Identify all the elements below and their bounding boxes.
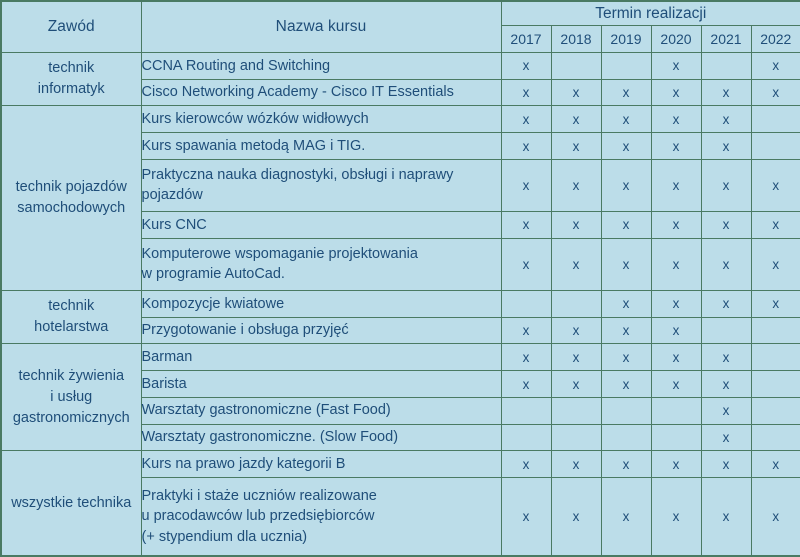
mark-cell-empty [501,424,551,451]
header-year-2020: 2020 [651,26,701,53]
mark-cell-checked: x [701,159,751,211]
mark-cell-empty [651,397,701,424]
course-name-cell: Komputerowe wspomaganie projektowania w programie AutoCad. [141,238,501,290]
header-row-top [1,1,800,26]
mark-cell-checked: x [651,344,701,371]
mark-cell-checked: x [701,238,751,290]
mark-cell-checked: x [601,106,651,133]
mark-cell-empty [751,344,800,371]
header-course-name: Nazwa kursu [141,1,501,53]
mark-cell-checked: x [551,317,601,344]
mark-cell-checked: x [501,106,551,133]
mark-cell-empty [751,133,800,160]
course-name-cell: Kurs na prawo jazdy kategorii B [141,451,501,478]
course-name-cell: Warsztaty gastronomiczne. (Slow Food) [141,424,501,451]
mark-cell-checked: x [701,291,751,318]
mark-cell-checked: x [651,317,701,344]
mark-cell-checked: x [751,238,800,290]
mark-cell-checked: x [551,106,601,133]
header-year-2017: 2017 [501,26,551,53]
mark-cell-checked: x [501,79,551,106]
mark-cell-checked: x [601,344,651,371]
mark-cell-empty [551,291,601,318]
table-row [1,451,800,478]
profession-cell: technik hotelarstwa [1,291,141,344]
mark-cell-checked: x [751,212,800,239]
mark-cell-checked: x [601,317,651,344]
mark-cell-checked: x [601,212,651,239]
mark-cell-checked: x [501,212,551,239]
mark-cell-checked: x [501,53,551,80]
mark-cell-checked: x [651,371,701,398]
header-year-2021: 2021 [701,26,751,53]
profession-cell: technik pojazdów samochodowych [1,106,141,291]
mark-cell-checked: x [551,344,601,371]
mark-cell-checked: x [601,371,651,398]
mark-cell-checked: x [601,238,651,290]
course-name-cell: Kurs CNC [141,212,501,239]
mark-cell-checked: x [501,344,551,371]
mark-cell-checked: x [551,133,601,160]
header-profession: Zawód [1,1,141,53]
profession-cell: technik żywienia i usług gastronomicznych [1,344,141,451]
mark-cell-checked: x [651,53,701,80]
course-name-cell: Praktyczna nauka diagnostyki, obsługi i naprawy pojazdów [141,159,501,211]
mark-cell-checked: x [701,424,751,451]
mark-cell-empty [551,53,601,80]
mark-cell-checked: x [501,159,551,211]
mark-cell-empty [751,424,800,451]
header-year-2019: 2019 [601,26,651,53]
mark-cell-checked: x [551,159,601,211]
mark-cell-checked: x [551,79,601,106]
course-name-cell: Warsztaty gastronomiczne (Fast Food) [141,397,501,424]
profession-cell: wszystkie technika [1,451,141,556]
mark-cell-empty [501,291,551,318]
mark-cell-checked: x [701,344,751,371]
mark-cell-checked: x [651,106,701,133]
mark-cell-checked: x [601,79,651,106]
table-row [1,106,800,133]
course-name-cell: CCNA Routing and Switching [141,53,501,80]
mark-cell-checked: x [751,79,800,106]
course-name-cell: Barista [141,371,501,398]
mark-cell-checked: x [651,238,701,290]
mark-cell-checked: x [551,371,601,398]
mark-cell-empty [751,317,800,344]
course-name-cell: Kurs kierowców wózków widłowych [141,106,501,133]
mark-cell-checked: x [501,317,551,344]
table-row [1,291,800,318]
mark-cell-checked: x [701,397,751,424]
course-name-cell: Praktyki i staże uczniów realizowane u pracodawców lub przedsiębiorców (+ stypendium dla ucznia) [141,478,501,556]
mark-cell-checked: x [651,133,701,160]
course-name-cell: Kompozycje kwiatowe [141,291,501,318]
mark-cell-checked: x [601,133,651,160]
mark-cell-empty [501,397,551,424]
course-name-cell: Kurs spawania metodą MAG i TIG. [141,133,501,160]
mark-cell-checked: x [601,291,651,318]
course-name-cell: Barman [141,344,501,371]
mark-cell-checked: x [701,478,751,556]
mark-cell-checked: x [551,238,601,290]
table-header [1,1,800,53]
mark-cell-empty [551,397,601,424]
mark-cell-empty [751,371,800,398]
header-year-2018: 2018 [551,26,601,53]
mark-cell-empty [751,397,800,424]
mark-cell-checked: x [651,291,701,318]
mark-cell-checked: x [651,79,701,106]
mark-cell-checked: x [701,79,751,106]
mark-cell-checked: x [751,159,800,211]
mark-cell-checked: x [601,159,651,211]
table-body [1,53,800,557]
mark-cell-checked: x [501,451,551,478]
table-row [1,344,800,371]
mark-cell-checked: x [551,451,601,478]
mark-cell-checked: x [701,451,751,478]
mark-cell-checked: x [751,53,800,80]
mark-cell-checked: x [501,371,551,398]
mark-cell-checked: x [651,212,701,239]
mark-cell-checked: x [701,106,751,133]
mark-cell-checked: x [551,478,601,556]
mark-cell-empty [601,424,651,451]
mark-cell-empty [651,424,701,451]
mark-cell-empty [601,53,651,80]
mark-cell-checked: x [501,478,551,556]
course-name-cell: Przygotowanie i obsługa przyjęć [141,317,501,344]
mark-cell-checked: x [751,291,800,318]
mark-cell-checked: x [651,159,701,211]
mark-cell-checked: x [651,451,701,478]
profession-cell: technik informatyk [1,53,141,106]
table-row [1,53,800,80]
mark-cell-empty [751,106,800,133]
mark-cell-empty [701,317,751,344]
mark-cell-empty [551,424,601,451]
mark-cell-empty [601,397,651,424]
mark-cell-checked: x [601,451,651,478]
header-year-2022: 2022 [751,26,800,53]
course-name-cell: Cisco Networking Academy - Cisco IT Essentials [141,79,501,106]
mark-cell-checked: x [501,238,551,290]
mark-cell-empty [701,53,751,80]
mark-cell-checked: x [751,478,800,556]
mark-cell-checked: x [751,451,800,478]
mark-cell-checked: x [701,133,751,160]
mark-cell-checked: x [701,371,751,398]
mark-cell-checked: x [601,478,651,556]
mark-cell-checked: x [701,212,751,239]
header-term-group: Termin realizacji [501,1,800,26]
mark-cell-checked: x [551,212,601,239]
mark-cell-checked: x [501,133,551,160]
mark-cell-checked: x [651,478,701,556]
